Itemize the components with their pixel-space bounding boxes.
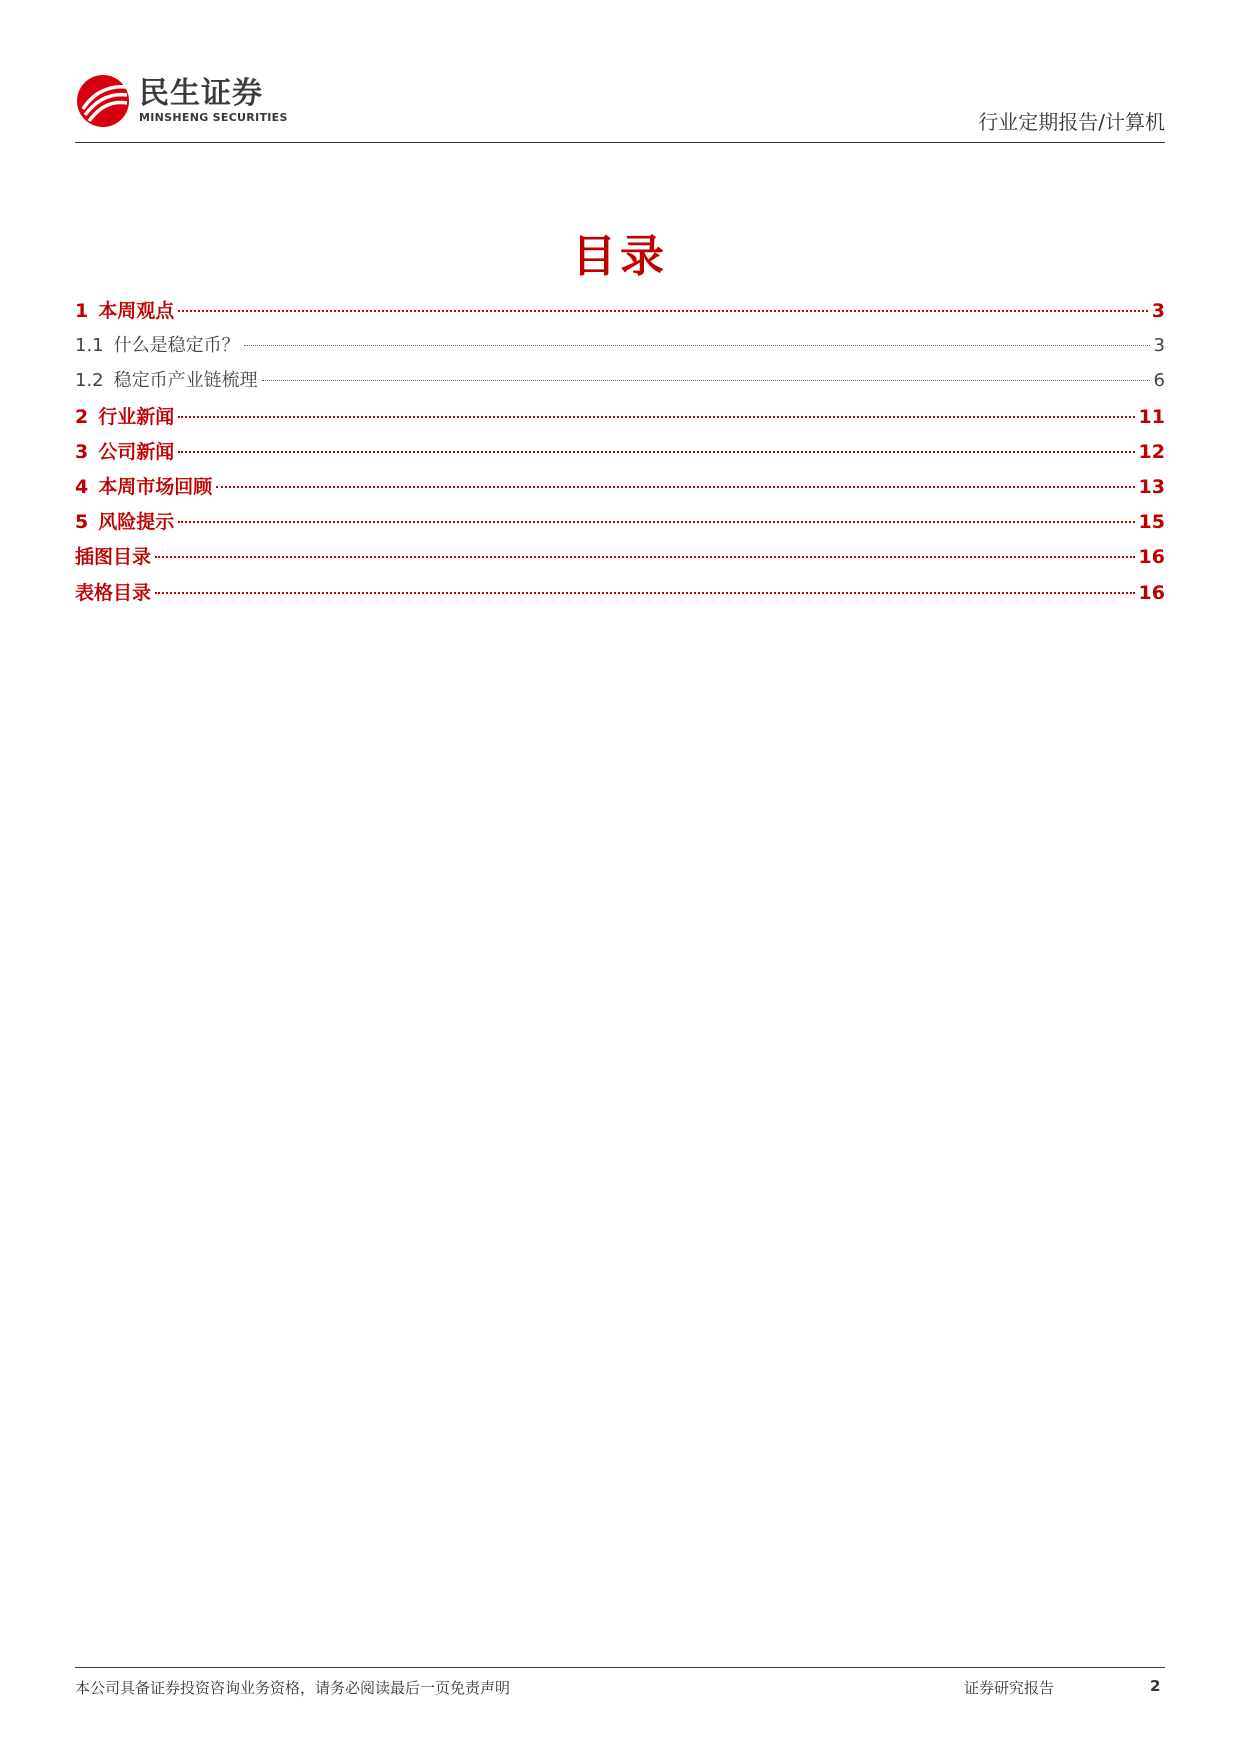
- minsheng-logo-icon: [75, 73, 131, 129]
- toc-leader-dots: [262, 380, 1150, 381]
- toc-entry[interactable]: [75, 331, 1165, 366]
- toc-leader-dots: [178, 521, 1134, 523]
- toc-entry[interactable]: [75, 366, 1165, 401]
- toc-entry-page: 6: [1153, 370, 1165, 392]
- toc-entry-page: 3: [1151, 300, 1165, 322]
- toc-entry-number: 3: [75, 440, 89, 463]
- header-divider: [75, 142, 1165, 143]
- toc-entry-page: 3: [1153, 335, 1165, 357]
- toc-entry-page: 13: [1138, 475, 1165, 498]
- footer-doc-type: 证券研究报告: [964, 1679, 1055, 1697]
- toc-entry-page: 15: [1138, 511, 1165, 534]
- toc-entry-page: 16: [1138, 581, 1165, 604]
- toc-leader-dots: [178, 451, 1134, 453]
- toc-entry-label: 表格目录: [75, 581, 152, 604]
- toc-leader-dots: [155, 556, 1135, 558]
- toc-entry[interactable]: [75, 402, 1165, 437]
- toc-entry-page: 11: [1138, 405, 1165, 428]
- toc-title: 目录: [572, 231, 668, 282]
- toc-entry-label: 什么是稳定币？: [113, 335, 240, 357]
- logo-name-en: MINSHENG SECURITIES: [139, 111, 288, 124]
- toc-leader-dots: [178, 416, 1134, 418]
- page-number: 2: [1150, 1677, 1161, 1695]
- page-header: [75, 68, 1165, 143]
- toc-entry-label: 公司新闻: [98, 440, 175, 463]
- footer-divider: [75, 1667, 1165, 1668]
- toc-entry-label: 本周市场回顾: [98, 475, 213, 498]
- logo: [75, 68, 288, 134]
- toc-entry-page: 16: [1138, 546, 1165, 569]
- toc-entry-number: 1.2: [75, 370, 104, 392]
- toc-entry[interactable]: [75, 437, 1165, 472]
- toc-entry-page: 12: [1138, 440, 1165, 463]
- toc-entry-label: 行业新闻: [98, 405, 175, 428]
- toc-entry[interactable]: [75, 578, 1165, 613]
- toc-entry-number: 2: [75, 405, 89, 428]
- toc-entry[interactable]: [75, 472, 1165, 507]
- table-of-contents: [75, 296, 1165, 613]
- toc-entry-number: 4: [75, 475, 89, 498]
- toc-entry[interactable]: [75, 507, 1165, 542]
- toc-entry[interactable]: [75, 296, 1165, 331]
- toc-entry[interactable]: [75, 542, 1165, 577]
- toc-leader-dots: [216, 486, 1134, 488]
- report-category: 行业定期报告/计算机: [978, 110, 1165, 134]
- toc-leader-dots: [155, 592, 1135, 594]
- toc-entry-number: 5: [75, 511, 89, 534]
- toc-leader-dots: [178, 310, 1148, 312]
- footer-disclaimer: 本公司具备证券投资咨询业务资格，请务必阅读最后一页免责声明: [75, 1679, 511, 1697]
- toc-entry-number: 1.1: [75, 335, 104, 357]
- toc-leader-dots: [244, 345, 1150, 346]
- toc-entry-number: 1: [75, 300, 89, 322]
- toc-entry-label: 本周观点: [98, 300, 175, 322]
- logo-name-cn: 民生证券: [139, 76, 263, 111]
- toc-entry-label: 稳定币产业链梳理: [113, 370, 258, 392]
- toc-entry-label: 风险提示: [98, 511, 175, 534]
- toc-entry-label: 插图目录: [75, 546, 152, 569]
